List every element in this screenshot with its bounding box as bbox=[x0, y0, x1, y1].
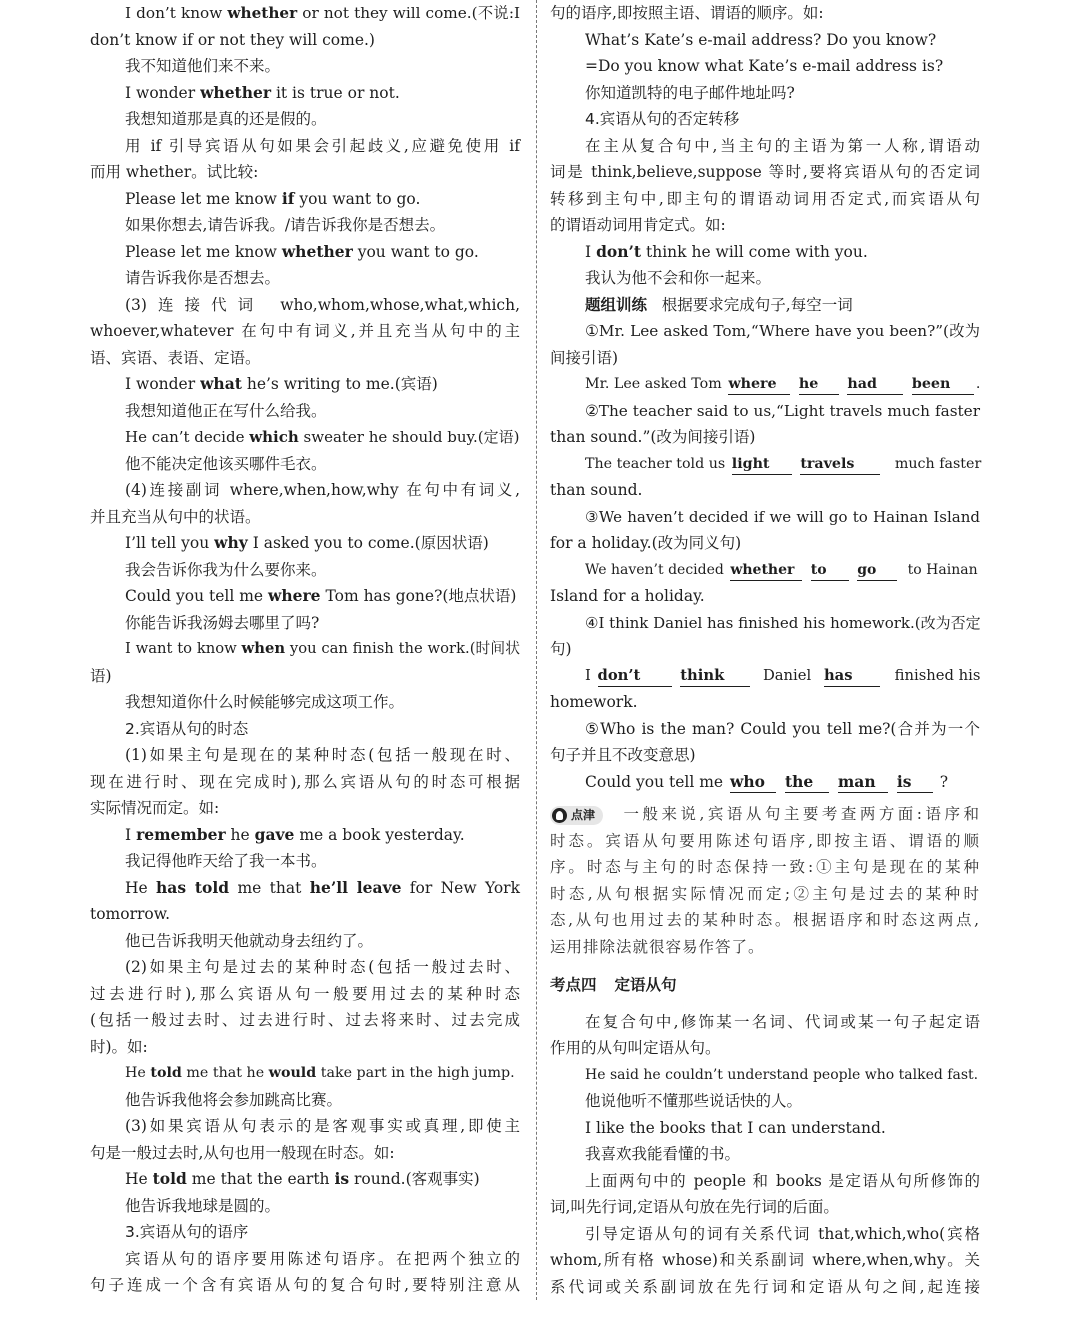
text-line: (3)如果宾语从句表示的是客观事实或真理,即使主 bbox=[125, 1117, 520, 1135]
translation: 他告诉我地球是圆的。 bbox=[125, 1196, 281, 1215]
text-line: 语、宾语、表语、定语。 bbox=[90, 348, 261, 367]
answer-blank: don’t bbox=[598, 666, 672, 687]
translation: 你知道凯特的电子邮件地址吗? bbox=[585, 83, 795, 102]
answer-blank: has bbox=[824, 666, 880, 687]
right-column bbox=[550, 0, 980, 1300]
translation: 我会告诉你我为什么要你来。 bbox=[125, 560, 327, 579]
answer-blank: had bbox=[847, 374, 903, 395]
text-line: 的谓语动词用肯定式。如: bbox=[550, 216, 726, 234]
text-line: homework. bbox=[550, 693, 638, 711]
translation: 他告诉我他将会参加跳高比赛。 bbox=[125, 1090, 343, 1109]
section-heading bbox=[550, 972, 980, 999]
subsection-heading: 4.宾语从句的否定转移 bbox=[585, 110, 740, 128]
text-line: 语) bbox=[90, 666, 112, 685]
example-sentence: He has told me that he’ll leave for New York bbox=[125, 877, 520, 897]
answer-blank: the bbox=[785, 772, 829, 793]
translation: 他已告诉我明天他就动身去纽约了。 bbox=[125, 931, 374, 950]
text-line: 句) bbox=[550, 640, 572, 658]
answer-blank: is bbox=[897, 772, 933, 793]
text-line: 过去进行时),那么宾语从句一般要用过去的某种时态 bbox=[90, 984, 520, 1003]
answer-suffix: ? bbox=[939, 772, 949, 791]
exercise-question: ⑤Who is the man? Could you tell me?(合并为一个 bbox=[585, 719, 980, 738]
translation: 请告诉我你是否想去。 bbox=[125, 269, 281, 287]
text-line: 句的语序,即按照主语、谓语的顺序。如: bbox=[550, 4, 824, 22]
answer-middle: Daniel bbox=[762, 666, 812, 684]
text-line: tomorrow. bbox=[90, 905, 171, 923]
tip-label: 点津 bbox=[571, 807, 596, 822]
answer-prefix: I bbox=[585, 666, 591, 684]
answer-prefix: Could you tell me bbox=[585, 772, 724, 791]
exercise-question: ①Mr. Lee asked Tom,“Where have you been?”(改为 bbox=[585, 322, 980, 340]
section-number: 考点四 bbox=[550, 976, 597, 994]
translation: 如果你想去,请告诉我。/请告诉我你是否想去。 bbox=[125, 216, 446, 234]
example-sentence: I wonder what he’s writing to me.(宾语) bbox=[125, 374, 438, 393]
text-line: (4)连接副词 where,when,how,why 在句中有词义, bbox=[125, 481, 520, 499]
text-line: 句子并且不改变意思) bbox=[550, 746, 696, 764]
tip-text: 一般来说,宾语从句主要考查两方面:语序和 bbox=[621, 805, 980, 823]
example-sentence: =Do you know what Kate’s e-mail address is? bbox=[585, 57, 944, 75]
answer-line bbox=[550, 451, 980, 478]
text-line: whoever,whatever 在句中有词义,并且充当从句中的主 bbox=[90, 322, 520, 340]
answer-blank: to bbox=[811, 560, 849, 581]
text-line: 间接引语) bbox=[550, 348, 619, 367]
answer-suffix: finished his bbox=[894, 666, 981, 684]
text-line: 引导定语从句的词有关系代词 that,which,who(宾格 bbox=[585, 1224, 980, 1243]
example-sentence: What’s Kate’s e-mail address? Do you know? bbox=[585, 30, 937, 49]
answer-blank: who bbox=[730, 772, 776, 793]
text-line: than sound. bbox=[550, 481, 643, 499]
text-line: 作用的从句叫定语从句。 bbox=[550, 1039, 721, 1057]
tip-line: 运用排除法就很容易作答了。 bbox=[550, 937, 765, 956]
tip-badge bbox=[550, 806, 603, 825]
translation: 你能告诉我汤姆去哪里了吗? bbox=[125, 613, 320, 632]
translation: 我认为他不会和你一起来。 bbox=[585, 269, 772, 287]
example-sentence: I’ll tell you why I asked you to come.(原因状语) bbox=[125, 533, 489, 552]
tip-line: 态,从句也用过去的某种时态。根据语序和时态这两点, bbox=[550, 911, 980, 929]
answer-blank: light bbox=[732, 454, 792, 475]
text-line: 宾语从句的语序要用陈述句语序。在把两个独立的 bbox=[125, 1249, 520, 1268]
example-sentence: He told me that he would take part in the high jump. bbox=[125, 1065, 515, 1081]
subsection-heading: 2.宾语从句的时态 bbox=[125, 719, 249, 738]
text-line: don’t know if or not they will come.) bbox=[90, 30, 375, 49]
translation: 我想知道你什么时候能够完成这项工作。 bbox=[125, 693, 405, 711]
text-line: 而用 whether。试比较: bbox=[90, 163, 259, 181]
text-line: (3)连接代词 who,whom,whose,what,which, bbox=[125, 295, 520, 314]
answer-prefix: We haven’t decided bbox=[585, 561, 724, 578]
example-sentence: I want to know when you can finish the work.(时间状 bbox=[125, 640, 520, 657]
text-line: I wonder whether it is true or not. bbox=[125, 82, 400, 102]
answer-blank: where bbox=[728, 374, 790, 395]
text-line: 我不知道他们来不来。 bbox=[125, 57, 281, 75]
answer-line bbox=[550, 371, 980, 398]
exercise-label: 题组训练 bbox=[585, 295, 648, 314]
bulb-icon bbox=[552, 808, 567, 823]
answer-prefix: Mr. Lee asked Tom bbox=[585, 376, 722, 392]
example-sentence: Could you tell me where Tom has gone?(地点状语) bbox=[125, 586, 517, 605]
example-sentence: I don’t think he will come with you. bbox=[585, 241, 868, 261]
text-line: 并且充当从句中的状语。 bbox=[90, 507, 261, 526]
tip-line bbox=[550, 801, 980, 828]
example-sentence: He said he couldn’t understand people who talked fast. bbox=[585, 1066, 979, 1083]
text-line: for a holiday.(改为同义句) bbox=[550, 534, 742, 552]
exercise-question: ④I think Daniel has finished his homework.(改为否定 bbox=[585, 613, 981, 632]
example-sentence: He told me that the earth is round.(客观事实) bbox=[125, 1169, 480, 1188]
answer-suffix: much faster bbox=[894, 455, 982, 472]
text-line: 句子连成一个含有宾语从句的复合句时,要特别注意从 bbox=[90, 1276, 520, 1294]
text-line: 句是一般过去时,从句也用一般现在时态。如: bbox=[90, 1143, 395, 1162]
answer-blank: think bbox=[680, 666, 750, 687]
text-line: 实际情况而定。如: bbox=[90, 799, 220, 817]
translation: 我喜欢我能看懂的书。 bbox=[585, 1145, 741, 1163]
text-line: 词是 think,believe,suppose 等时,要将宾语从句的否定词 bbox=[550, 163, 980, 181]
text-line: 上面两句中的 people 和 books 是定语从句所修饰的 bbox=[585, 1171, 980, 1190]
text-line: 在主从复合句中,当主句的主语为第一人称,谓语动 bbox=[585, 136, 980, 155]
answer-suffix: . bbox=[975, 376, 981, 392]
tip-line: 时态。宾语从句要用陈述句语序,即按主语、谓语的顺 bbox=[550, 831, 980, 850]
answer-prefix: The teacher told us bbox=[585, 455, 726, 472]
answer-blank: been bbox=[912, 374, 974, 395]
answer-blank: whether bbox=[730, 560, 802, 581]
translation: 他不能决定他该买哪件毛衣。 bbox=[125, 454, 327, 473]
text-line: (包括一般过去时、过去进行时、过去将来时、过去完成 bbox=[90, 1011, 520, 1029]
answer-blank: go bbox=[857, 560, 897, 581]
example-sentence: Please let me know if you want to go. bbox=[125, 188, 421, 208]
exercise-heading bbox=[550, 292, 980, 319]
translation: 我想知道他正在写什么给我。 bbox=[125, 401, 327, 420]
answer-line bbox=[550, 663, 980, 690]
left-column bbox=[90, 0, 520, 1299]
answer-blank: man bbox=[838, 772, 888, 793]
section-title: 定语从句 bbox=[614, 976, 677, 994]
example-sentence: I like the books that I can understand. bbox=[585, 1118, 886, 1137]
example-sentence: I remember he gave me a book yesterday. bbox=[125, 824, 465, 844]
text-line: 转移到主句中,即主句的谓语动词用否定式,而宾语从句 bbox=[550, 189, 980, 208]
text-line: (1)如果主句是现在的某种时态(包括一般现在时、 bbox=[125, 746, 520, 764]
text-line: 我想知道那是真的还是假的。 bbox=[125, 110, 327, 128]
translation: 我记得他昨天给了我一本书。 bbox=[125, 852, 327, 870]
exercise-question: ③We haven’t decided if we will go to Hainan Island bbox=[585, 507, 980, 526]
tip-line: 序。时态与主句的时态保持一致:①主句是现在的某种 bbox=[550, 858, 980, 876]
exercise-question: ②The teacher said to us,“Light travels much faster bbox=[585, 401, 980, 420]
column-divider bbox=[536, 0, 537, 1300]
translation: 他说他听不懂那些说话快的人。 bbox=[585, 1092, 803, 1110]
text-line: whom,所有格 whose)和关系副词 where,when,why。关 bbox=[550, 1251, 980, 1269]
text-line: 现在进行时、现在完成时),那么宾语从句的时态可根据 bbox=[90, 772, 520, 791]
answer-suffix: to Hainan bbox=[907, 561, 978, 578]
text-line: 在复合句中,修饰某一名词、代词或某一句子起定语 bbox=[585, 1012, 980, 1031]
text-line: 系代词或关系副词放在先行词和定语从句之间,起连接 bbox=[550, 1277, 980, 1296]
answer-blank: he bbox=[799, 374, 839, 395]
text-line: 词,叫先行词,定语从句放在先行词的后面。 bbox=[550, 1198, 839, 1216]
text-line: (2)如果主句是过去的某种时态(包括一般过去时、 bbox=[125, 958, 520, 976]
answer-line bbox=[550, 769, 980, 796]
text-line: 用 if 引导宾语从句如果会引起歧义,应避免使用 if bbox=[125, 136, 520, 155]
text-line: than sound.”(改为间接引语) bbox=[550, 428, 756, 446]
answer-blank: travels bbox=[800, 454, 880, 475]
example-sentence: He can’t decide which sweater he should buy.(定语) bbox=[125, 428, 520, 446]
text-line: 时)。如: bbox=[90, 1037, 148, 1056]
subsection-heading: 3.宾语从句的语序 bbox=[125, 1223, 249, 1241]
text-line: I don’t know whether or not they will come.(不说:I bbox=[125, 4, 520, 22]
example-sentence: Please let me know whether you want to go. bbox=[125, 241, 479, 261]
exercise-instruction: 根据要求完成句子,每空一词 bbox=[661, 295, 853, 314]
text-line: Island for a holiday. bbox=[550, 587, 705, 605]
tip-line: 时态,从句根据实际情况而定;②主句是过去的某种时 bbox=[550, 884, 980, 903]
answer-line bbox=[550, 557, 980, 584]
